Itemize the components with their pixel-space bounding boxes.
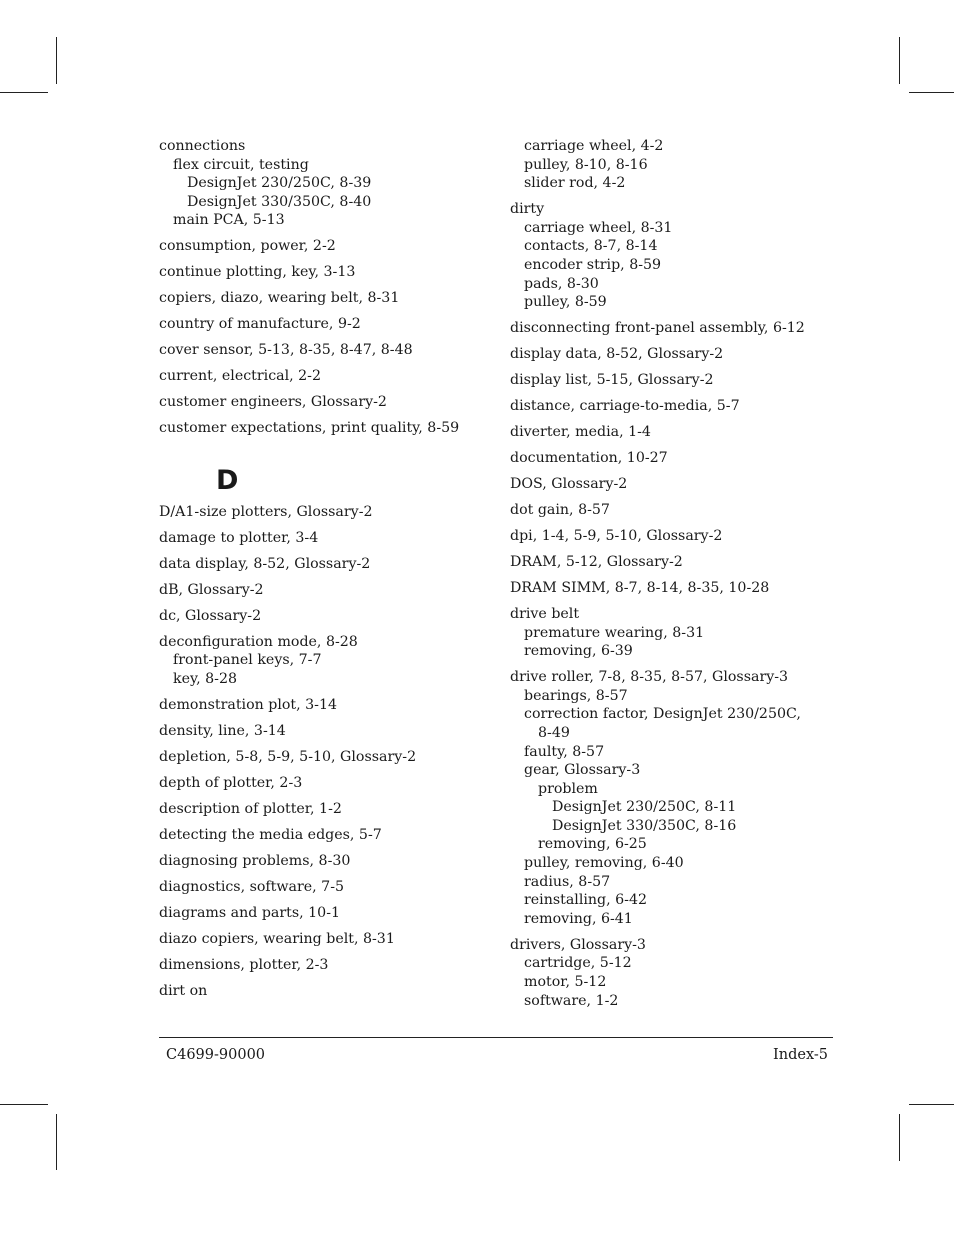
- index-entry: [159, 367, 489, 386]
- index-entry: [159, 930, 489, 949]
- index-entry: [159, 633, 489, 689]
- index-entry-text: demonstration plot, 3-14: [159, 696, 338, 713]
- index-entry-text: density, line, 3-14: [159, 722, 286, 739]
- index-subentry-text: problem: [538, 780, 598, 797]
- index-entry: [159, 263, 489, 282]
- index-entry: [510, 605, 840, 661]
- index-entry: [159, 581, 489, 600]
- crop-mark-bottom-right-vertical: [899, 1114, 900, 1161]
- index-entry: [159, 555, 489, 574]
- index-subentry-text: flex circuit, testing: [173, 156, 309, 173]
- index-entry: [159, 137, 489, 230]
- index-entry-text: cover sensor, 5-13, 8-35, 8-47, 8-48: [159, 342, 413, 359]
- index-subentry-text: removing, 6-39: [524, 643, 633, 660]
- index-entry-text: drive belt: [510, 605, 580, 622]
- index-subentry-text: DesignJet 330/350C, 8-40: [187, 193, 372, 210]
- index-subentry-text: carriage wheel, 8-31: [524, 219, 673, 236]
- index-subentry-text: motor, 5-12: [524, 974, 607, 991]
- index-entry-text: dot gain, 8-57: [510, 502, 610, 519]
- index-column-right: [510, 137, 840, 1018]
- index-entry: [159, 607, 489, 626]
- index-subentry-text: faulty, 8-57: [524, 743, 605, 760]
- index-entry-text: drive roller, 7-8, 8-35, 8-57, Glossary-3: [510, 669, 789, 686]
- index-subentry-text: reinstalling, 6-42: [524, 892, 648, 909]
- index-subentry-text: key, 8-28: [173, 670, 238, 687]
- index-entry: [510, 668, 840, 928]
- index-entry: [510, 449, 840, 468]
- index-subentry-text: premature wearing, 8-31: [524, 624, 705, 641]
- index-entry: [159, 956, 489, 975]
- index-entry-text: display list, 5-15, Glossary-2: [510, 372, 714, 389]
- index-entry: [510, 397, 840, 416]
- index-subentry-text: pulley, 8-59: [524, 294, 607, 311]
- index-entry: [510, 200, 840, 312]
- index-entry-text: current, electrical, 2-2: [159, 368, 322, 385]
- index-subentry-text: 8-49: [538, 724, 570, 741]
- index-entry-text: diverter, media, 1-4: [510, 424, 651, 441]
- index-entry: [510, 936, 840, 1010]
- index-entry: [159, 982, 489, 1001]
- index-entry-text: D/A1-size plotters, Glossary-2: [159, 503, 373, 520]
- index-entry: [159, 341, 489, 360]
- index-subentry-text: DesignJet 230/250C, 8-11: [552, 799, 737, 816]
- index-entry: [159, 503, 489, 522]
- index-entry: [510, 579, 840, 598]
- index-subentry-text: bearings, 8-57: [524, 687, 628, 704]
- index-entry: [510, 501, 840, 520]
- section-letter-heading: D: [216, 464, 239, 496]
- index-entry: [159, 878, 489, 897]
- crop-mark-bottom-left-horizontal: [0, 1104, 48, 1105]
- index-subentry-text: removing, 6-25: [538, 836, 647, 853]
- index-subentry-text: radius, 8-57: [524, 873, 611, 890]
- index-subentry-text: gear, Glossary-3: [524, 762, 641, 779]
- crop-mark-bottom-right-horizontal: [909, 1104, 954, 1105]
- index-entry-text: dirty: [510, 201, 545, 218]
- index-subentry-text: correction factor, DesignJet 230/250C,: [524, 706, 801, 723]
- index-subentry-text: slider rod, 4-2: [524, 175, 626, 192]
- index-entry: [159, 722, 489, 741]
- index-entry: [510, 319, 840, 338]
- index-entry-text: country of manufacture, 9-2: [159, 316, 361, 333]
- footer-part-number: C4699-90000: [166, 1047, 266, 1063]
- index-entry: [510, 527, 840, 546]
- index-subentry-text: DesignJet 230/250C, 8-39: [187, 175, 372, 192]
- index-subentry-text: contacts, 8-7, 8-14: [524, 238, 658, 255]
- index-entry-text: diazo copiers, wearing belt, 8-31: [159, 930, 395, 947]
- crop-mark-top-right-horizontal: [909, 92, 954, 93]
- index-entry-text: disconnecting front-panel assembly, 6-12: [510, 320, 805, 337]
- index-subentry-text: front-panel keys, 7-7: [173, 652, 322, 669]
- index-entry: [159, 315, 489, 334]
- index-subentry-text: carriage wheel, 4-2: [524, 138, 664, 154]
- index-entry: [159, 826, 489, 845]
- index-entry-text: dc, Glossary-2: [159, 607, 262, 624]
- index-entry: [510, 423, 840, 442]
- index-entry-text: copiers, diazo, wearing belt, 8-31: [159, 290, 400, 307]
- index-entry-text: dB, Glossary-2: [159, 581, 264, 598]
- index-entry: [159, 748, 489, 767]
- index-entry: [159, 904, 489, 923]
- index-entry: [159, 696, 489, 715]
- index-entry: [159, 800, 489, 819]
- index-entry-text: damage to plotter, 3-4: [159, 529, 319, 546]
- index-entry-text: diagrams and parts, 10-1: [159, 904, 341, 921]
- index-entry-text: DOS, Glossary-2: [510, 476, 628, 493]
- index-entry-text: depth of plotter, 2-3: [159, 774, 303, 791]
- index-entry-text: data display, 8-52, Glossary-2: [159, 555, 371, 572]
- index-entry-text: DRAM SIMM, 8-7, 8-14, 8-35, 10-28: [510, 579, 770, 596]
- index-entry-text: description of plotter, 1-2: [159, 800, 342, 817]
- index-entry-text: deconfiguration mode, 8-28: [159, 633, 358, 650]
- index-entry-text: detecting the media edges, 5-7: [159, 826, 382, 843]
- index-entry-text: customer engineers, Glossary-2: [159, 394, 387, 411]
- footer-rule: [159, 1037, 833, 1038]
- index-entry-text: connections: [159, 138, 246, 154]
- index-entry-text: DRAM, 5-12, Glossary-2: [510, 553, 683, 570]
- index-subentry-text: DesignJet 330/350C, 8-16: [552, 817, 737, 834]
- index-subentry-text: removing, 6-41: [524, 910, 633, 927]
- index-subentry-text: pulley, removing, 6-40: [524, 855, 684, 872]
- index-entry: [510, 345, 840, 364]
- index-subentry-text: encoder strip, 8-59: [524, 256, 662, 273]
- crop-mark-top-right-vertical: [899, 37, 900, 84]
- index-entry: [159, 289, 489, 308]
- index-entry-text: depletion, 5-8, 5-9, 5-10, Glossary-2: [159, 748, 417, 765]
- index-entry: [510, 371, 840, 390]
- index-entry-text: dimensions, plotter, 2-3: [159, 956, 329, 973]
- index-entry-text: drivers, Glossary-3: [510, 936, 646, 953]
- index-entry-text: dirt on: [159, 982, 208, 999]
- index-subentry-text: pulley, 8-10, 8-16: [524, 156, 648, 173]
- index-entry-text: diagnosing problems, 8-30: [159, 852, 351, 869]
- index-entry: [159, 419, 489, 438]
- index-subentry-text: main PCA, 5-13: [173, 212, 285, 229]
- index-entry-text: consumption, power, 2-2: [159, 238, 336, 255]
- index-entry-text: distance, carriage-to-media, 5-7: [510, 398, 740, 415]
- crop-mark-bottom-left-vertical: [56, 1114, 57, 1170]
- index-entry: [159, 237, 489, 256]
- index-entry: [510, 553, 840, 572]
- index-entry-text: dpi, 1-4, 5-9, 5-10, Glossary-2: [510, 528, 723, 544]
- crop-mark-top-left-horizontal: [0, 92, 48, 93]
- index-entry-text: continue plotting, key, 3-13: [159, 264, 356, 281]
- index-column-left: [159, 137, 489, 1008]
- index-subentry-text: cartridge, 5-12: [524, 955, 632, 972]
- index-entry-text: documentation, 10-27: [510, 450, 668, 467]
- index-entry: [159, 774, 489, 793]
- index-entry: [510, 475, 840, 494]
- index-entry: [510, 137, 840, 193]
- index-entry: [159, 852, 489, 871]
- index-entry-text: diagnostics, software, 7-5: [159, 878, 345, 895]
- index-subentry-text: software, 1-2: [524, 992, 619, 1009]
- footer-page-label: Index-5: [773, 1047, 828, 1063]
- index-entry-text: display data, 8-52, Glossary-2: [510, 346, 724, 363]
- index-entry-text: customer expectations, print quality, 8-59: [159, 420, 460, 437]
- index-subentry-text: pads, 8-30: [524, 275, 599, 292]
- index-entry: [159, 529, 489, 548]
- index-entry: [159, 393, 489, 412]
- crop-mark-top-left-vertical: [56, 37, 57, 84]
